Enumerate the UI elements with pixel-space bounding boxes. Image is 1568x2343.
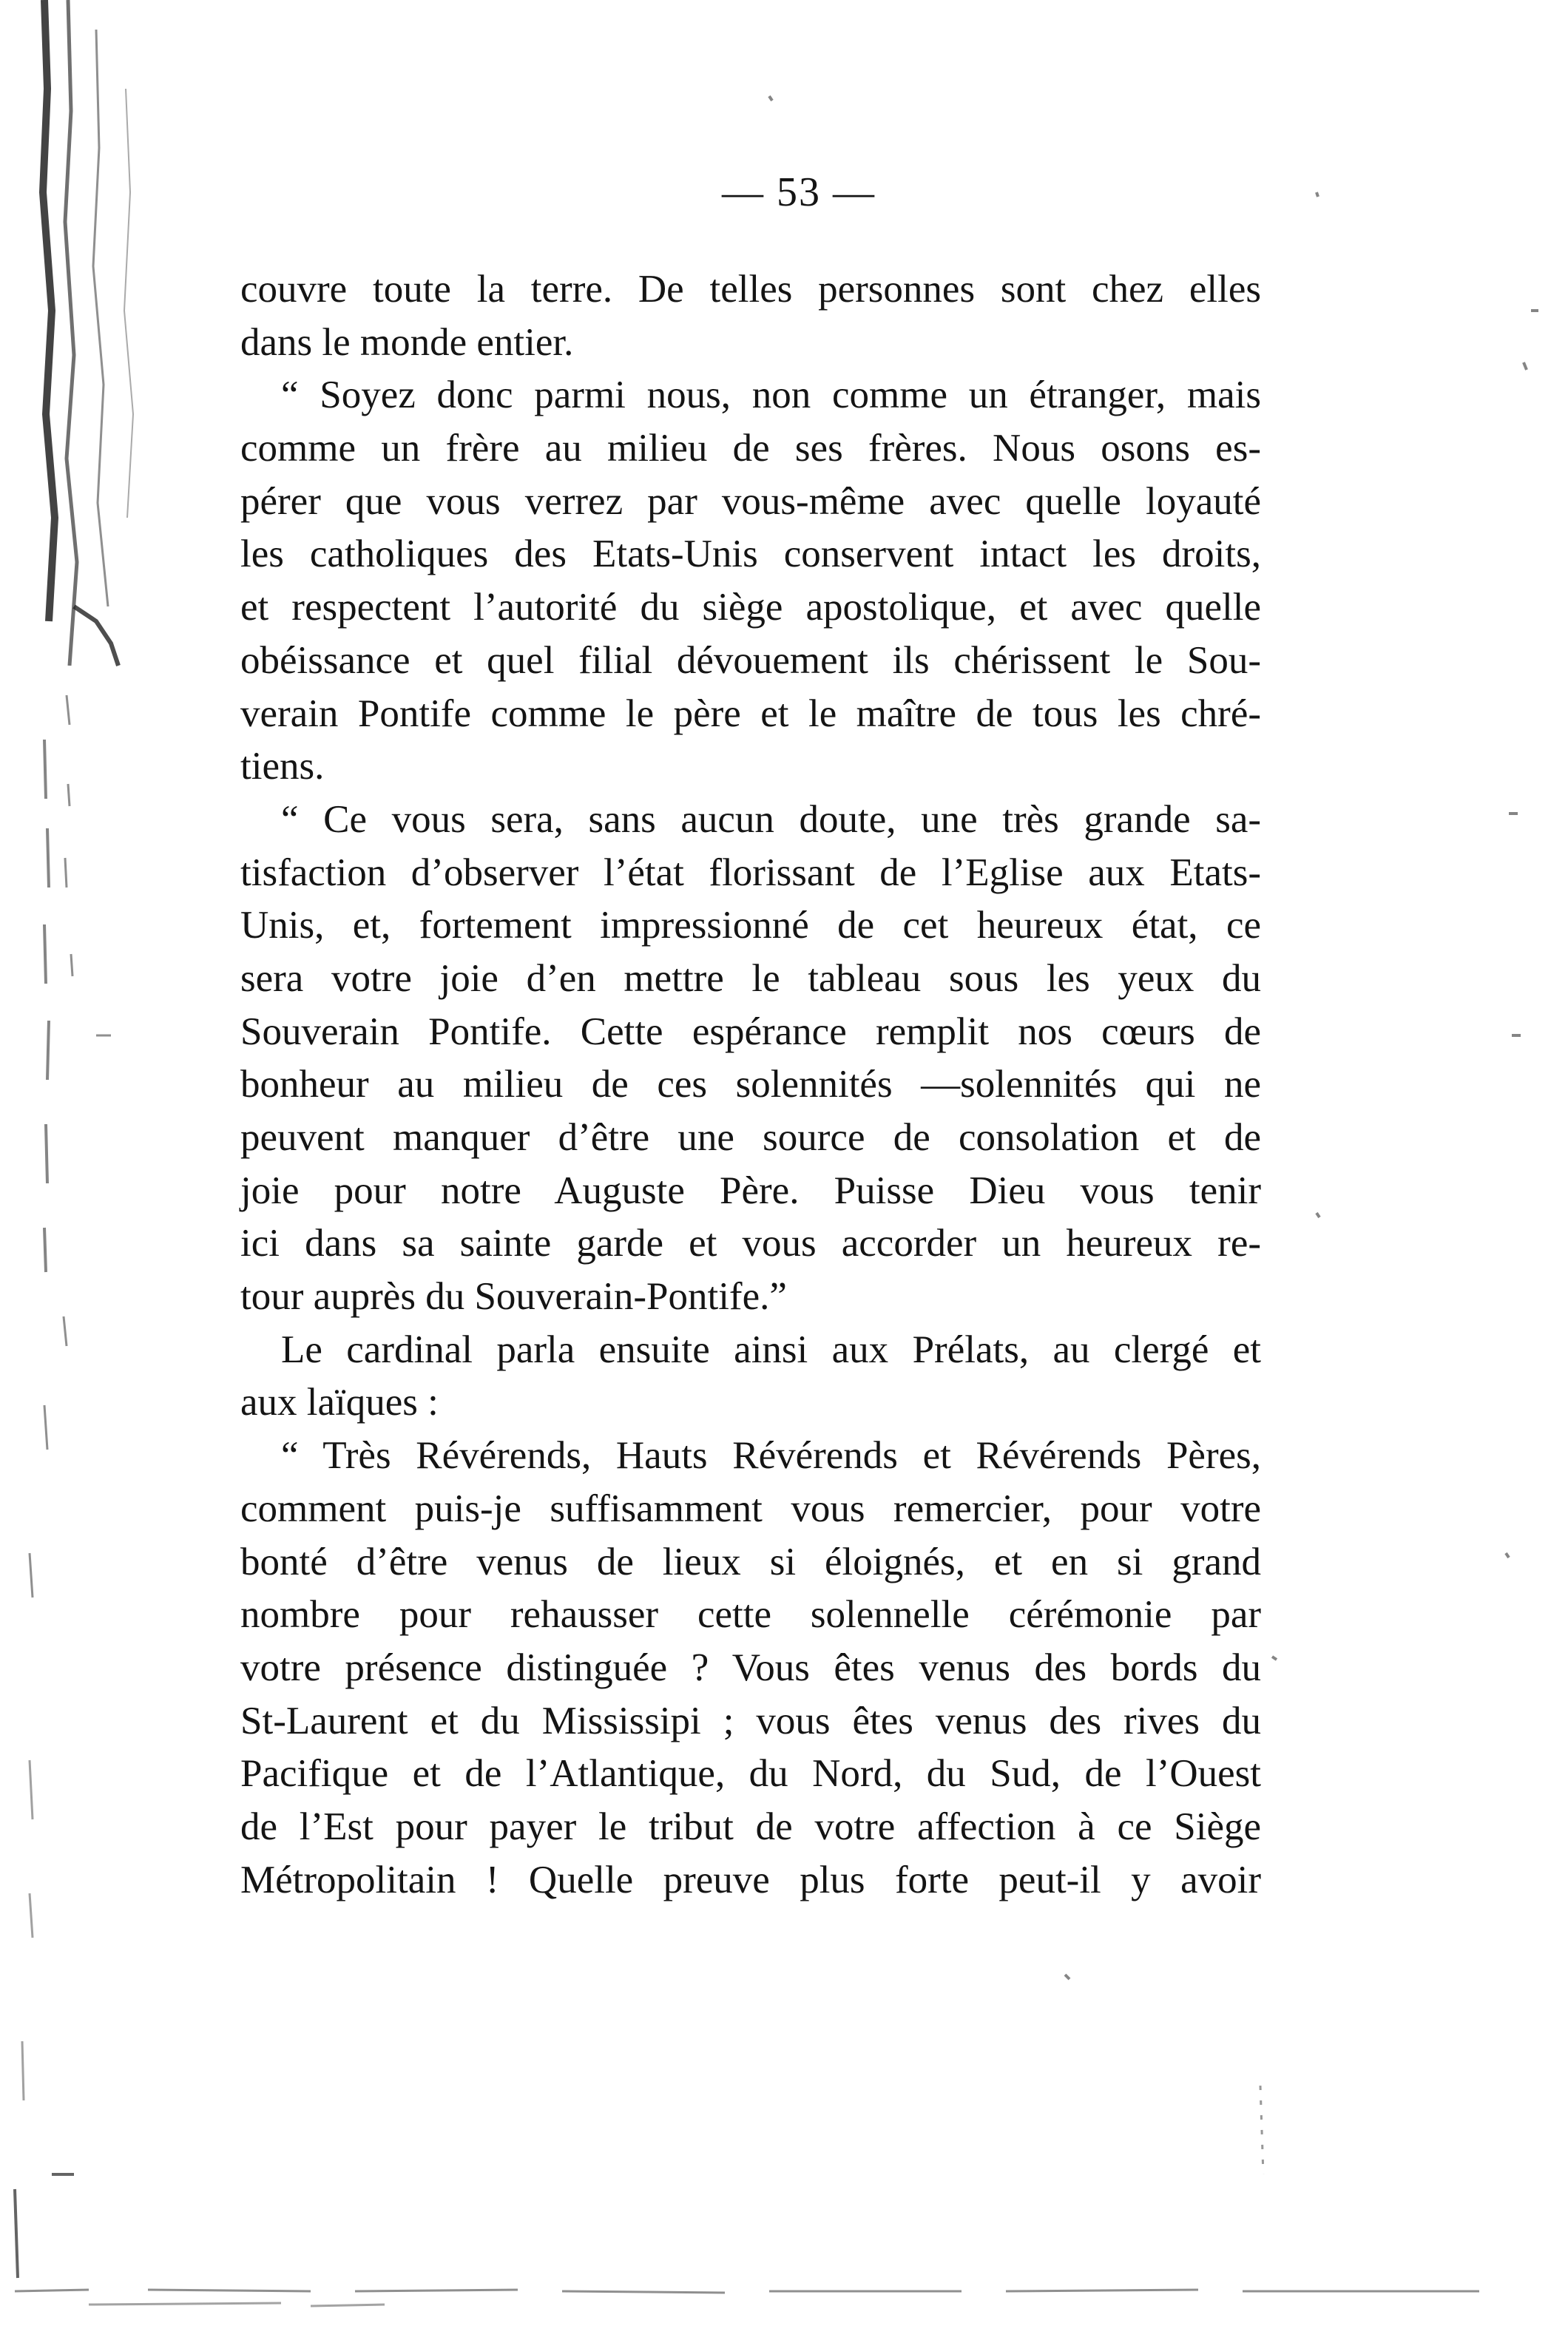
text-line: dans le monde entier. [240,320,574,364]
text-line: Le cardinal parla ensuite ainsi aux Prélats, au clergé et [281,1328,1261,1371]
text-line: les catholiques des Etats-Unis conservent intact les droits, [240,532,1261,576]
body-text [240,263,1261,1907]
text-line: aux laïques : [240,1381,439,1424]
text-line: “ Ce vous sera, sans aucun doute, une très grande sa- [281,797,1261,841]
text-line: “ Très Révérends, Hauts Révérends et Révérends Pères, [281,1434,1261,1478]
text-line: Métropolitain ! Quelle preuve plus forte peut-il y avoir [240,1858,1261,1901]
text-line: tour auprès du Souverain-Pontife.” [240,1275,787,1319]
text-line: de l’Est pour payer le tribut de votre affection à ce Siège [240,1805,1261,1848]
text-line: bonheur au milieu de ces solennités —solennités qui ne [240,1063,1261,1106]
text-line: “ Soyez donc parmi nous, non comme un étranger, mais [281,373,1261,417]
text-line: pérer que vous verrez par vous-même avec quelle loyauté [240,479,1261,523]
text-line: nombre pour rehausser cette solennelle cérémonie par [240,1593,1261,1637]
text-line: couvre toute la terre. De telles personnes sont chez elles [240,268,1261,311]
text-line: comment puis-je suffisamment vous remercier, pour votre [240,1487,1261,1530]
text-line: peuvent manquer d’être une source de consolation et de [240,1116,1261,1159]
text-line: comme un frère au milieu de ses frères. Nous osons es- [240,427,1261,470]
text-line: St-Laurent et du Mississipi ; vous êtes venus des rives du [240,1699,1261,1742]
text-line: tiens. [240,745,325,788]
text-line: votre présence distinguée ? Vous êtes venus des bords du [240,1646,1261,1689]
text-line: ici dans sa sainte garde et vous accorder un heureux re- [240,1222,1261,1265]
text-line: bonté d’être venus de lieux si éloignés, et en si grand [240,1540,1261,1583]
text-line: Unis, et, fortement impressionné de cet heureux état, ce [240,904,1261,947]
text-line: obéissance et quel filial dévouement ils chérissent le Sou- [240,638,1261,682]
text-line: Pacifique et de l’Atlantique, du Nord, du Sud, de l’Ouest [240,1752,1261,1796]
text-line: tisfaction d’observer l’état florissant de l’Eglise aux Etats- [240,851,1261,894]
text-line: joie pour notre Auguste Père. Puisse Dieu vous tenir [240,1169,1261,1212]
text-line: sera votre joie d’en mettre le tableau sous les yeux du [240,956,1261,1000]
text-line: et respectent l’autorité du siège apostolique, et avec quelle [240,586,1261,629]
page-number: — 53 — [722,169,876,215]
text-line: verain Pontife comme le père et le maître de tous les chré- [240,692,1261,735]
text-line: Souverain Pontife. Cette espérance remplit nos cœurs de [240,1010,1261,1053]
